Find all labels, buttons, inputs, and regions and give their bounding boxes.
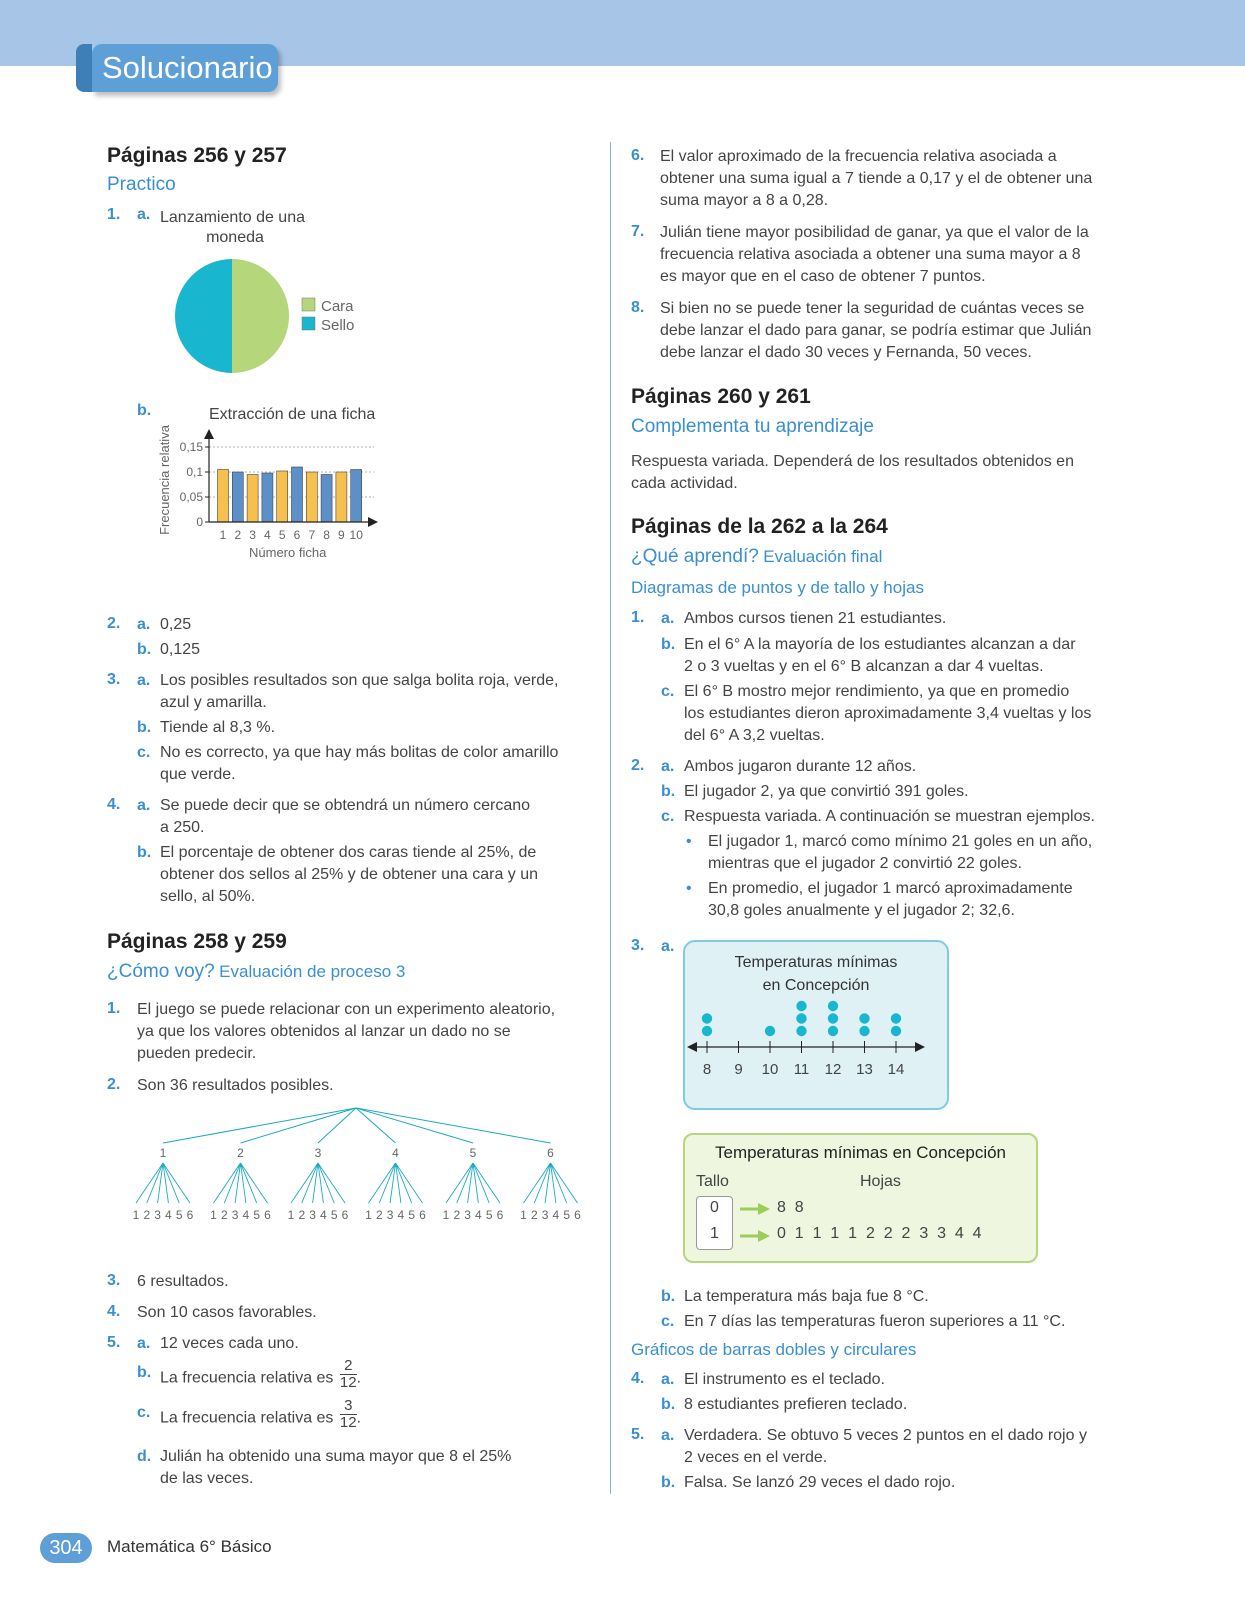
tree-leaf-label: 4 [397, 1208, 405, 1222]
stem-value: 1 [710, 1225, 719, 1242]
tree-leaf-label: 2 [453, 1208, 461, 1222]
tree-leaf-label: 1 [287, 1208, 295, 1222]
answer-text: Tiende al 8,3 %. [160, 719, 276, 736]
answer-text: Ambos cursos tienen 21 estudiantes. [684, 610, 947, 627]
arrow-right-icon [740, 1230, 770, 1242]
dot-point [891, 1026, 901, 1036]
bullet-icon: • [686, 880, 692, 897]
answer-text: La temperatura más baja fue 8 °C. [684, 1288, 929, 1305]
item-number: 3. [107, 1272, 121, 1289]
bar-8 [321, 475, 332, 523]
legend-sello: Sello [321, 317, 355, 334]
tree-leaf-label: 5 [175, 1208, 183, 1222]
answer-text: de las veces. [160, 1470, 254, 1487]
tree-diagram [130, 1105, 600, 1255]
dot-point [765, 1026, 775, 1036]
section-title-262: Páginas de la 262 a la 264 [631, 515, 888, 538]
answer-text: Julián ha obtenido una suma mayor que 8 el 25% [160, 1448, 512, 1465]
section-sub-diagramas: Diagramas de puntos y de tallo y hojas [631, 578, 924, 597]
tree-leaf-label: 5 [330, 1208, 338, 1222]
tree-node-label: 6 [547, 1146, 554, 1160]
answer-text: 2 o 3 vueltas y en el 6° B alcanzan a dar 4 vueltas. [684, 658, 1044, 675]
answer-text: En el 6° A la mayoría de los estudiantes alcanzan a dar [684, 636, 1076, 653]
answer-text: Verdadera. Se obtuvo 5 veces 2 puntos en el dado rojo y [684, 1427, 1087, 1444]
dot-point [796, 1026, 806, 1036]
tree-leaf-label: 5 [563, 1208, 571, 1222]
item-number: 2. [107, 1076, 121, 1093]
item-letter: a. [661, 610, 675, 627]
section-sub-graficos: Gráficos de barras dobles y circulares [631, 1340, 917, 1359]
answer-text: 0,25 [160, 616, 192, 633]
answer-text: El valor aproximado de la frecuencia relativa asociada a [660, 148, 1057, 165]
item-number: 6. [631, 147, 645, 164]
section-title-260: Páginas 260 y 261 [631, 385, 811, 408]
item-number: 3. [631, 937, 645, 954]
answer-text: 6 resultados. [137, 1273, 229, 1290]
legend-cara: Cara [321, 298, 354, 315]
tree-leaf-label: 2 [530, 1208, 538, 1222]
bar-4 [262, 473, 273, 522]
answer-text: obtener una suma igual a 7 tiende a 0,17 y el de obtener una [660, 170, 1093, 187]
item-number: 1. [107, 206, 121, 223]
fraction: $\frac{2}{12}$ [339, 1357, 357, 1391]
tree-branch [356, 1108, 551, 1143]
arrow-right-icon [740, 1203, 770, 1215]
answer-text: 30,8 goles anualmente y el jugador 2; 32,6. [708, 902, 1015, 919]
dot-axis-label: 14 [887, 1061, 905, 1078]
answer-text: debe lanzar el dado 30 veces y Fernanda, 50 veces. [660, 344, 1032, 361]
dot-point [828, 1013, 838, 1023]
item-number: 5. [631, 1426, 645, 1443]
pie-title-line1: Lanzamiento de una [160, 209, 305, 226]
item-number: 5. [107, 1334, 121, 1351]
item-letter: b. [661, 1474, 676, 1491]
dot-point [702, 1026, 712, 1036]
tree-node-label: 1 [159, 1146, 167, 1160]
fraction: $\frac{3}{12}$ [339, 1397, 357, 1431]
answer-text: Se puede decir que se obtendrá un número cercano [160, 797, 531, 814]
tree-node-label: 3 [314, 1146, 322, 1160]
bar-y-arrow [204, 429, 214, 439]
bar-xtick-label: 8 [323, 528, 330, 542]
answer-text: El porcentaje de obtener dos caras tiende al 25%, de [160, 844, 537, 861]
tree-leaf-label: 2 [375, 1208, 383, 1222]
bar-xtick-label: 7 [308, 528, 316, 542]
pie-slice-cara [232, 259, 289, 373]
page-number: 304 [40, 1533, 92, 1563]
answer-text: El 6° B mostro mejor rendimiento, ya que en promedio [684, 683, 1070, 700]
answer-text: es mayor que en el caso de obtener 7 puntos. [660, 268, 986, 285]
item-letter: c. [661, 1313, 675, 1330]
tree-leaf-label: 5 [408, 1208, 416, 1222]
pie-slice-sello [175, 259, 232, 373]
bar-xtick-label: 4 [264, 528, 271, 542]
answer-text: que verde. [160, 766, 236, 783]
tree-leaf-label: 5 [485, 1208, 493, 1222]
section-tab: Solucionario [92, 44, 278, 92]
tree-branch [356, 1108, 396, 1143]
bar-10 [351, 470, 362, 523]
bar-xtick-label: 6 [293, 528, 301, 542]
bar-6 [292, 467, 303, 522]
bar-x-arrow [368, 517, 378, 527]
answer-text: El jugador 1, marcó como mínimo 21 goles en un año, [708, 833, 1093, 850]
dot-point [828, 1026, 838, 1036]
section-sub-como-voy: ¿Cómo voy? [107, 961, 215, 982]
answer-text: sello, al 50%. [160, 888, 256, 905]
tree-node-label: 4 [392, 1146, 399, 1160]
bar-2 [232, 472, 243, 522]
tree-leaf-label: 6 [264, 1208, 271, 1222]
bar-3 [247, 475, 258, 523]
tree-leaf-label: 6 [419, 1208, 426, 1222]
bar-9 [336, 472, 347, 522]
bar-5 [277, 471, 288, 522]
column-divider [610, 142, 611, 1494]
tree-leaf-label: 1 [365, 1208, 372, 1222]
answer-text: La frecuencia relativa es [160, 1369, 334, 1387]
item-letter: a. [137, 206, 151, 223]
item-letter: d. [137, 1448, 152, 1465]
bar-xtick-label: 9 [338, 528, 345, 542]
dot-point [796, 1013, 806, 1023]
item-letter: a. [661, 1371, 675, 1388]
item-number: 1. [107, 1000, 121, 1017]
item-number: 4. [631, 1370, 645, 1387]
item-number: 2. [107, 615, 121, 632]
tree-leaf-label: 3 [386, 1208, 394, 1222]
leaf-header: Hojas [860, 1173, 901, 1190]
answer-text: mientras que el jugador 2 convirtió 22 goles. [708, 855, 1022, 872]
tree-leaf-label: 3 [309, 1208, 316, 1222]
answer-text: En promedio, el jugador 1 marcó aproximadamente [708, 880, 1073, 897]
section-sub-evaluacion-final: Evaluación final [763, 547, 883, 566]
dot-axis-label: 9 [734, 1061, 743, 1078]
answer-text: debe lanzar el dado para ganar, se podría estimar que Julián [660, 322, 1092, 339]
dot-point [702, 1013, 712, 1023]
tree-leaf-label: 3 [231, 1208, 239, 1222]
legend-swatch-cara [302, 298, 315, 311]
answer-text: suma mayor a 8 a 0,28. [660, 192, 829, 209]
dot-point [891, 1013, 901, 1023]
pie-title-line2: moneda [206, 229, 264, 246]
bar-7 [306, 472, 317, 522]
tree-leaf-label: 6 [496, 1208, 504, 1222]
item-number: 4. [107, 1303, 121, 1320]
bar-ytick-label: 0 [196, 515, 203, 529]
answer-text: los estudiantes dieron aproximadamente 3,4 vueltas y los [684, 705, 1092, 722]
leaf-values: 8 8 [777, 1199, 804, 1216]
tree-node-label: 5 [469, 1146, 477, 1160]
bar-ytick-label: 0,1 [186, 465, 203, 479]
bar-ytick-label: 0,15 [179, 440, 203, 454]
leaf-values: 0 1 1 1 1 2 2 2 3 3 4 4 [777, 1225, 982, 1242]
legend-swatch-sello [302, 317, 315, 330]
item-letter: b. [137, 641, 152, 658]
dot-axis-label: 13 [856, 1061, 873, 1078]
tree-leaf-label: 1 [132, 1208, 140, 1222]
tree-leaf-label: 1 [442, 1208, 450, 1222]
dot-point [796, 1001, 806, 1011]
dot-point [828, 1001, 838, 1011]
dot-plot-title-2: en Concepción [762, 977, 870, 994]
tree-leaf-label: 4 [552, 1208, 560, 1222]
dot-plot-title-1: Temperaturas mínimas [734, 954, 898, 971]
item-letter: a. [661, 758, 675, 775]
bar-xtick-label: 2 [234, 528, 242, 542]
bar-xtick-label: 3 [249, 528, 256, 542]
stem-leaf-title: Temperaturas mínimas en Concepción [714, 1143, 1007, 1162]
answer-text: La frecuencia relativa es [160, 1409, 334, 1427]
answer-text: pueden predecir. [137, 1045, 257, 1062]
tree-leaf-label: 2 [143, 1208, 151, 1222]
section-title-258: Páginas 258 y 259 [107, 930, 287, 953]
answer-text: obtener dos sellos al 25% y de obtener una cara y un [160, 866, 539, 883]
tree-leaf-label: 1 [210, 1208, 217, 1222]
tree-leaf-label: 4 [320, 1208, 327, 1222]
item-number: 2. [631, 757, 645, 774]
tree-leaf-label: 4 [242, 1208, 250, 1222]
tree-leaf-label: 3 [154, 1208, 161, 1222]
arrow-right-icon [915, 1042, 925, 1052]
tree-leaf-label: 4 [475, 1208, 482, 1222]
item-letter: b. [661, 636, 676, 653]
answer-text: Si bien no se puede tener la seguridad de cuántas veces se [660, 300, 1085, 317]
answer-text: Ambos jugaron durante 12 años. [684, 758, 917, 775]
bar-ylabel: Frecuencia relativa [157, 425, 172, 535]
answer-text: 2 veces en el verde. [684, 1449, 828, 1466]
dot-axis-label: 11 [793, 1061, 810, 1078]
bar-chart-title: Extracción de una ficha [209, 406, 376, 423]
tree-leaf-label: 3 [541, 1208, 549, 1222]
stem-value: 0 [710, 1199, 719, 1216]
item-letter: a. [137, 672, 151, 689]
arrow-left-icon [687, 1042, 697, 1052]
answer-text: frecuencia relativa asociada a obtener una suma mayor a 8 [660, 246, 1081, 263]
item-letter: a. [137, 797, 151, 814]
tree-node-label: 2 [237, 1146, 244, 1160]
answer-text: Falsa. Se lanzó 29 veces el dado rojo. [684, 1474, 956, 1491]
bullet-icon: • [686, 833, 692, 850]
book-title: Matemática 6° Básico [107, 1537, 272, 1556]
bar-xtick-label: 10 [349, 528, 363, 542]
answer-text: El jugador 2, ya que convirtió 391 goles. [684, 783, 969, 800]
answer-text: a 250. [160, 819, 205, 836]
item-letter: b. [137, 1364, 152, 1381]
dot-axis-label: 8 [702, 1061, 712, 1078]
item-letter: a. [137, 1335, 151, 1352]
section-sub-evaluacion: Evaluación de proceso 3 [219, 962, 406, 981]
section-sub-complementa: Complementa tu aprendizaje [631, 416, 874, 437]
item-letter: b. [661, 783, 676, 800]
bar-xtick-label: 1 [219, 528, 227, 542]
answer-text: En 7 días las temperaturas fueron superiores a 11 °C. [684, 1313, 1066, 1330]
tree-leaf-label: 2 [220, 1208, 228, 1222]
answer-text: El instrumento es el teclado. [684, 1371, 885, 1388]
answer-text: Son 36 resultados posibles. [137, 1077, 334, 1094]
item-letter: b. [661, 1396, 676, 1413]
bar-1 [218, 470, 229, 523]
dot-axis-label: 10 [761, 1061, 779, 1078]
item-letter: b. [661, 1288, 676, 1305]
tree-leaf-label: 3 [464, 1208, 471, 1222]
item-letter: b. [137, 844, 152, 861]
tree-leaf-label: 6 [186, 1208, 194, 1222]
answer-text: No es correcto, ya que hay más bolitas de color amarillo [160, 744, 559, 761]
dot-plot [683, 1000, 949, 1100]
item-letter: a. [661, 1427, 675, 1444]
section-sub-practico: Practico [107, 174, 176, 195]
section-sub-que-aprendi: ¿Qué aprendí? [631, 546, 759, 567]
bar-xlabel: Número ficha [249, 545, 327, 560]
tree-leaf-label: 2 [298, 1208, 306, 1222]
dot-axis-label: 12 [824, 1061, 842, 1078]
answer-text: Los posibles resultados son que salga bolita roja, verde, [160, 672, 559, 689]
answer-text: Son 10 casos favorables. [137, 1304, 317, 1321]
answer-text: Julián tiene mayor posibilidad de ganar, ya que el valor de la [660, 224, 1089, 241]
section-title-256: Páginas 256 y 257 [107, 144, 287, 167]
bar-ytick-label: 0,05 [179, 490, 203, 504]
item-number: 4. [107, 796, 121, 813]
item-letter: b. [137, 719, 152, 736]
item-letter: c. [137, 1404, 151, 1421]
tree-leaf-label: 6 [574, 1208, 581, 1222]
answer-text: 0,125 [160, 641, 201, 658]
answer-text: del 6° A 3,2 vueltas. [684, 727, 825, 744]
item-number: 7. [631, 223, 645, 240]
item-letter: c. [661, 683, 675, 700]
tree-leaf-label: 6 [341, 1208, 349, 1222]
answer-text: El juego se puede relacionar con un experimento aleatorio, [137, 1001, 556, 1018]
tab-fold [76, 44, 92, 92]
item-letter: a. [661, 938, 675, 955]
answer-text: 8 estudiantes prefieren teclado. [684, 1396, 908, 1413]
stem-arrows [738, 1200, 772, 1250]
item-letter: c. [661, 808, 675, 825]
answer-text: cada actividad. [631, 475, 738, 492]
answer-text: azul y amarilla. [160, 694, 267, 711]
item-number: 1. [631, 609, 645, 626]
tree-leaf-label: 1 [520, 1208, 527, 1222]
answer-text: Respuesta variada. A continuación se muestran ejemplos. [684, 808, 1095, 825]
item-letter: c. [137, 744, 151, 761]
tree-leaf-label: 5 [253, 1208, 261, 1222]
item-letter: b. [137, 402, 152, 419]
item-number: 8. [631, 299, 645, 316]
dot-point [859, 1013, 869, 1023]
answer-text: Respuesta variada. Dependerá de los resultados obtenidos en [631, 453, 1074, 470]
answer-text: 12 veces cada uno. [160, 1335, 299, 1352]
answer-text: ya que los valores obtenidos al lanzar un dado no se [137, 1023, 511, 1040]
dot-point [859, 1026, 869, 1036]
bar-xtick-label: 5 [278, 528, 286, 542]
tree-leaf-label: 4 [165, 1208, 172, 1222]
item-letter: a. [137, 616, 151, 633]
stem-header: Tallo [696, 1173, 729, 1190]
item-number: 3. [107, 671, 121, 688]
